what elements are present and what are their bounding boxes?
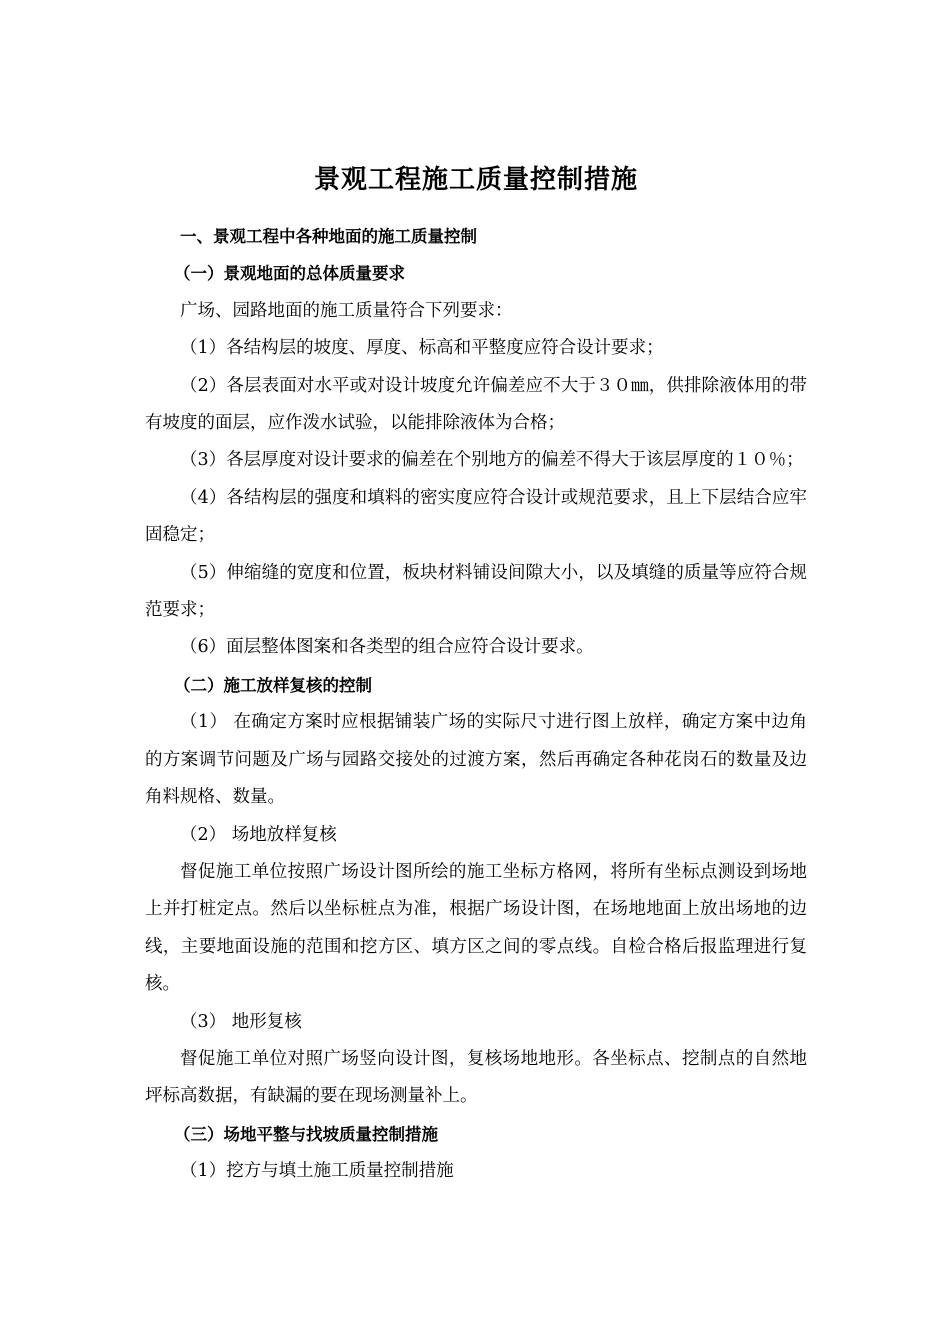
paragraph-layout-3-body: 督促施工单位对照广场竖向设计图，复核场地地形。各坐标点、挖制点的自然地坪标高数据，有缺漏的要在现场测量补上。 [145,1048,807,1107]
paragraph-item-5: （5）伸缩缝的宽度和位置，板块材料铺设间隙大小，以及填缝的质量等应符合规范要求； [145,562,807,621]
paragraph-layout-1: （1） 在确定方案时应根据铺装广场的实际尺寸进行图上放样，确定方案中边角的方案调节问题及广场与园路交接处的过渡方案，然后再确定各种花岗石的数量及边角料规格、数量。 [145,712,807,808]
document-page [145,160,807,1191]
paragraph-earthwork: （1）挖方与填土施工质量控制措施 [180,1161,454,1182]
document-title: 景观工程施工质量控制措施 [313,165,638,195]
paragraph-item-1: （1）各结构层的坡度、厚度、标高和平整度应符合设计要求； [180,338,664,359]
subsection-heading-3: （三）场地平整与找坡质量控制措施 [174,1124,438,1144]
paragraph-item-3: （3）各层厚度对设计要求的偏差在个别地方的偏差不得大于该层厚度的１０％； [180,450,804,471]
paragraph-layout-2-heading: （2） 场地放样复核 [180,824,337,845]
subsection-heading-1: （一）景观地面的总体质量要求 [174,264,405,284]
paragraph-item-2: （2）各层表面对水平或对设计坡度允许偏差应不大于３０㎜，供排除液体用的带有坡度的面层，应作泼水试验，以能排除液体为合格； [145,375,807,434]
paragraph-intro: 广场、园路地面的施工质量符合下列要求： [180,300,513,321]
paragraph-item-6: （6）面层整体图案和各类型的组合应符合设计要求。 [180,637,594,658]
paragraph-layout-2-body: 督促施工单位按照广场设计图所绘的施工坐标方格网，将所有坐标点测设到场地上并打桩定点。然后以坐标桩点为准，根据广场设计图，在场地地面上放出场地的边线，主要地面设施的范围和挖方区、填方区之间的零点线。自检合格后报监理进行复核。 [145,861,807,995]
section-heading-1: 一、景观工程中各种地面的施工质量控制 [180,227,477,246]
paragraph-layout-3-heading: （3） 地形复核 [180,1011,302,1032]
subsection-heading-2: （二）施工放样复核的控制 [174,675,372,695]
paragraph-item-4: （4）各结构层的强度和填料的密实度应符合设计或规范要求，且上下层结合应牢固稳定； [145,487,807,546]
